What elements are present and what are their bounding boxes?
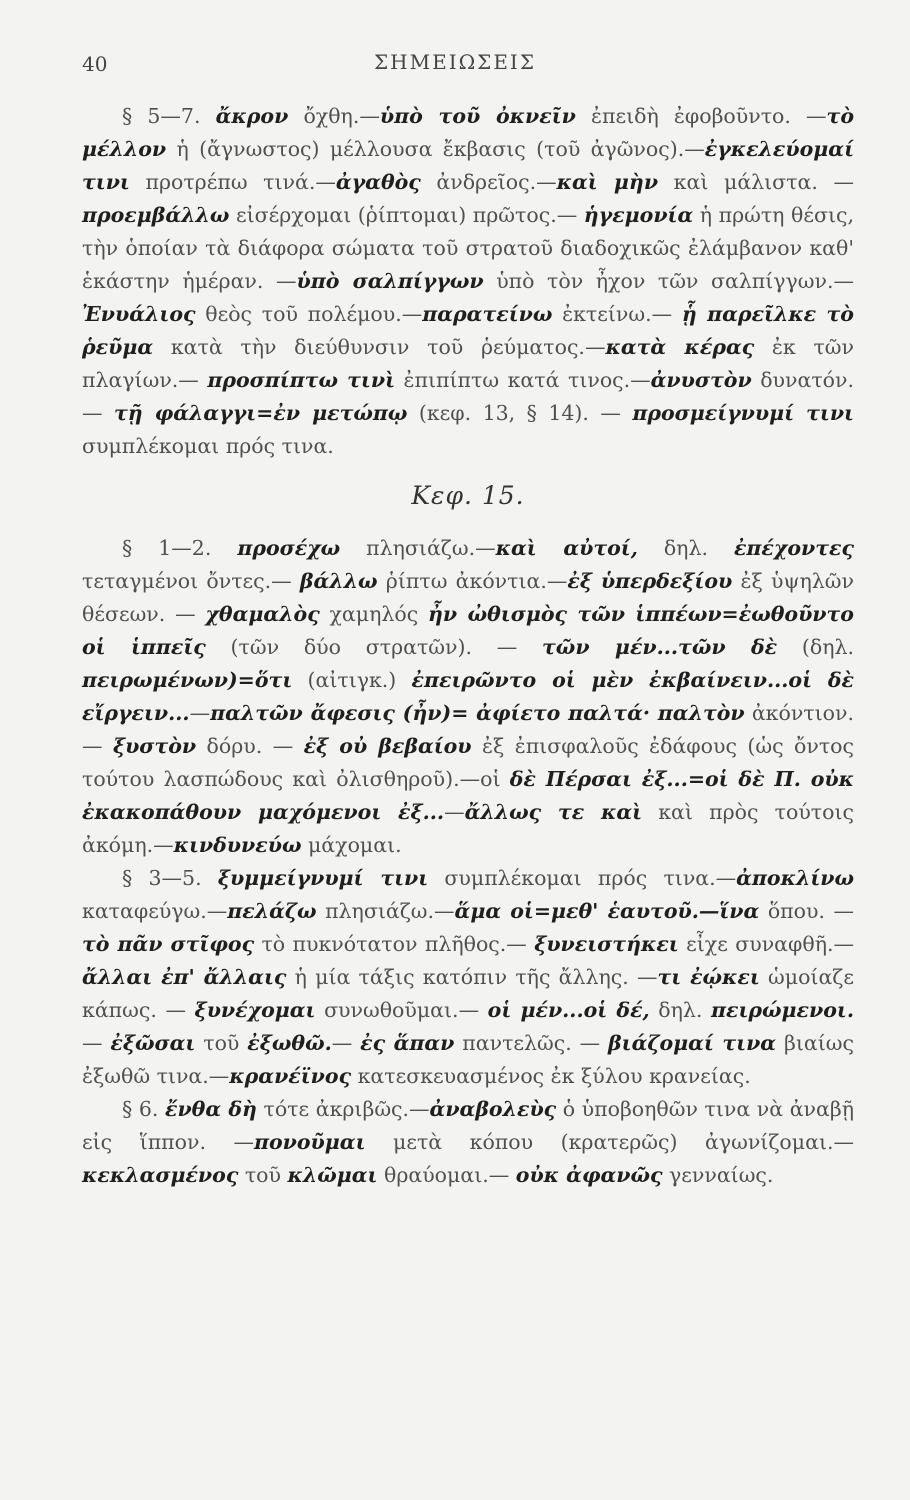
gloss-text: τότε ἀκριβῶς.— <box>256 1097 430 1121</box>
glossary-term: προεμβάλλω <box>82 203 230 227</box>
note-paragraph-3 <box>82 862 854 1093</box>
gloss-text: βιαίως ἐξωθῶ τινα.— <box>82 1031 854 1088</box>
gloss-text: τεταγμένοι ὄντες.— <box>82 569 300 593</box>
glossary-term: κρανέϊνος <box>229 1064 352 1088</box>
gloss-text: πλησιάζω.— <box>316 899 455 923</box>
glossary-term: τὸ μέλλον <box>82 104 855 161</box>
glossary-term: δὲ Πέρσαι ἐξ...=οἱ δὲ Π. οὐκ ἐκακοπάθουν μαχόμενοι ἐξ... <box>82 767 854 824</box>
glossary-term: ἐγκελεύομαί τινι <box>82 137 854 194</box>
gloss-text: γενναίως. <box>662 1163 774 1187</box>
glossary-term: ἀποκλίνω <box>736 866 855 890</box>
gloss-text: δηλ. <box>649 998 712 1022</box>
gloss-text: ἐξ ὑψηλῶν θέσεων. — <box>82 569 854 626</box>
gloss-text: κατὰ τὴν διεύθυνσιν τοῦ ῥεύματος.— <box>153 335 606 359</box>
gloss-text: μετὰ κόπου (κρατερῶς) ἀγωνίζομαι.— <box>365 1130 854 1154</box>
gloss-text: προτρέπω τινά.— <box>129 170 336 194</box>
glossary-term: ἄκρον <box>215 104 289 128</box>
glossary-term: ὑπὸ σαλπίγγων <box>296 269 484 293</box>
gloss-text: — <box>189 701 211 725</box>
glossary-term: καὶ αὐτοί, <box>495 536 638 560</box>
gloss-text: θεὸς τοῦ πολέμου.— <box>195 302 423 326</box>
gloss-text: δηλ. <box>637 536 734 560</box>
gloss-text: — <box>331 1031 361 1055</box>
gloss-text: τοῦ <box>238 1163 288 1187</box>
glossary-term: πελάζω <box>227 899 317 923</box>
gloss-text: χαμηλός <box>319 602 429 626</box>
gloss-text: ἡ μία τάξις κατόπιν τῆς ἄλλης. — <box>286 965 658 989</box>
gloss-text: ἐπειδὴ ἐφοβοῦντο. — <box>575 104 827 128</box>
glossary-term: πονοῦμαι <box>253 1130 366 1154</box>
glossary-term: βιάζομαί τινα <box>608 1031 777 1055</box>
glossary-term: κινδυνεύω <box>173 833 302 857</box>
chapter-heading: Κεφ. 15. <box>411 481 525 510</box>
glossary-term: βάλλω <box>299 569 378 593</box>
glossary-term: παλτῶν ἄφεσις (ἦν)= ἀφίετο παλτά· παλτὸν <box>210 701 745 725</box>
gloss-text: ῥίπτω ἀκόντια.— <box>377 569 568 593</box>
glossary-term: ξυνειστήκει <box>534 932 679 956</box>
gloss-text: δυνατόν.— <box>82 368 854 425</box>
gloss-text: εἶχε συναφθῆ.— <box>678 932 854 956</box>
gloss-text: ἐξ ἐπισφαλοῦς ἐδάφους (ὡς ὄντος τούτου λασπώδους καὶ ὀλισθηροῦ).—οἱ <box>82 734 854 791</box>
gloss-text: — <box>444 800 465 824</box>
glossary-term: προσμείγνυμί τινι <box>632 401 854 425</box>
gloss-text: § 6. <box>122 1097 165 1121</box>
gloss-text: ἡ πρώτη θέσις, τὴν ὁποίαν τὰ διάφορα σώματα τοῦ στρατοῦ διαδοχικῶς ἐλάμβανον καθ' ἑκάστην ἡμέραν. — <box>82 203 854 293</box>
gloss-text: ἐκτείνω.— <box>552 302 682 326</box>
running-title: ΣΗΜΕΙΩΣΕΙΣ <box>374 50 536 74</box>
note-paragraph-4 <box>82 1093 854 1192</box>
gloss-text: δόρυ. — <box>196 734 304 758</box>
gloss-text: τὸ πυκνότατον πλῆθος.— <box>254 932 535 956</box>
glossary-term: ἡγεμονία <box>583 203 694 227</box>
glossary-term: τῶν μέν...τῶν δὲ <box>542 635 778 659</box>
gloss-text: θραύομαι.— <box>377 1163 516 1187</box>
gloss-text: παντελῶς. — <box>454 1031 609 1055</box>
glossary-term: ἐξῶσαι <box>110 1031 196 1055</box>
gloss-text: ὁ ὑποβοηθῶν τινα νὰ ἀναβῇ εἰς ἵππον. — <box>82 1097 854 1154</box>
gloss-text: (δηλ. <box>777 635 854 659</box>
glossary-term: ᾗ παρεῖλκε τὸ ῥεῦμα <box>82 302 854 359</box>
glossary-term: πειρώμενοι. <box>711 998 854 1022</box>
glossary-term: ξυνέχομαι <box>194 998 316 1022</box>
gloss-text: (αἰτιγκ.) <box>292 668 412 692</box>
gloss-text: ἀκόντιον. — <box>82 701 854 758</box>
glossary-term: κλῶμαι <box>287 1163 378 1187</box>
glossary-term: οἱ μέν...οἱ δέ, <box>487 998 650 1022</box>
glossary-term: ἅμα οἱ=μεθ' ἑαυτοῦ.—ἵνα <box>454 899 760 923</box>
glossary-term: τῇ φάλαγγι=ἐν μετώπῳ <box>113 401 408 425</box>
glossary-term: ἀνυστὸν <box>650 368 752 392</box>
glossary-term: τὸ πᾶν στῖφος <box>82 932 255 956</box>
gloss-text: § 1—2. <box>122 536 238 560</box>
gloss-text: ἐπιπίπτω κατά τινος.— <box>395 368 651 392</box>
glossary-term: ἐς ἅπαν <box>360 1031 455 1055</box>
gloss-text: ἐκ τῶν πλαγίων.— <box>82 335 854 392</box>
note-paragraph-1 <box>82 100 854 463</box>
glossary-term: ἦν ὠθισμὸς τῶν ἱππέων=ἐωθοῦντο οἱ ἱππεῖς <box>82 602 854 659</box>
glossary-term: Ἐνυάλιος <box>82 302 196 326</box>
glossary-term: προσέχω <box>237 536 341 560</box>
glossary-term: κατὰ κέρας <box>605 335 755 359</box>
gloss-text: πλησιάζω.— <box>340 536 496 560</box>
glossary-term: οὐκ ἀφανῶς <box>515 1163 663 1187</box>
page-number: 40 <box>82 52 108 76</box>
gloss-text: (κεφ. 13, § 14). — <box>407 401 633 425</box>
notes-body <box>82 100 854 1192</box>
glossary-term: ἔνθα δὴ <box>164 1097 257 1121</box>
glossary-term: ἐξ οὐ βεβαίου <box>303 734 472 758</box>
glossary-term: ἐξ ὑπερδεξίου <box>567 569 733 593</box>
glossary-term: ἐπειρῶντο οἱ μὲν ἐκβαίνειν...οἱ δὲ εἴργειν... <box>82 668 854 725</box>
glossary-term: ξυμμείγνυμί τινι <box>217 866 429 890</box>
glossary-term: πειρωμένων)=ὅτι <box>82 668 293 692</box>
note-paragraph-2 <box>82 532 854 862</box>
gloss-text: εἰσέρχομαι (ῥίπτομαι) πρῶτος.— <box>229 203 584 227</box>
gloss-text: συμπλέκομαι πρός τινα. <box>82 434 334 458</box>
glossary-term: ἐξωθῶ. <box>247 1031 332 1055</box>
glossary-term: παρατείνω <box>422 302 553 326</box>
gloss-text: καταφεύγω.— <box>82 899 228 923</box>
gloss-text: συνωθοῦμαι.— <box>315 998 488 1022</box>
gloss-text: ὄχθη.— <box>288 104 380 128</box>
glossary-term: ἐπέχοντες <box>733 536 854 560</box>
gloss-text: § 5—7. <box>122 104 216 128</box>
glossary-term: ἄλλως τε καὶ <box>464 800 643 824</box>
gloss-text: κατεσκευασμένος ἐκ ξύλου κρανείας. <box>351 1064 751 1088</box>
glossary-term: καὶ μὴν <box>556 170 659 194</box>
glossary-term: κεκλασμένος <box>82 1163 239 1187</box>
gloss-text: (τῶν δύο στρατῶν). — <box>205 635 543 659</box>
gloss-text: μάχομαι. <box>301 833 402 857</box>
gloss-text: ὅπου. — <box>759 899 854 923</box>
glossary-term: ὑπὸ τοῦ ὀκνεῖν <box>379 104 576 128</box>
glossary-term: χθαμαλὸς <box>205 602 320 626</box>
gloss-text: καὶ πρὸς τούτοις ἀκόμη.— <box>82 800 854 857</box>
gloss-text: ἀνδρεῖος.— <box>420 170 557 194</box>
gloss-text: ὡμοίαζε κάπως. — <box>82 965 855 1022</box>
glossary-term: προσπίπτω τινὶ <box>207 368 395 392</box>
gloss-text: τοῦ <box>195 1031 248 1055</box>
glossary-term: ἀγαθὸς <box>335 170 421 194</box>
gloss-text: συμπλέκομαι πρός τινα.— <box>428 866 737 890</box>
glossary-term: ξυστὸν <box>112 734 197 758</box>
glossary-term: ἄλλαι ἐπ' ἄλλαις <box>82 965 287 989</box>
glossary-term: ἀναβολεὺς <box>429 1097 557 1121</box>
gloss-text: § 3—5. <box>122 866 218 890</box>
gloss-text: — <box>82 1031 111 1055</box>
gloss-text: ἡ (ἄγνωστος) μέλλουσα ἔκβασις (τοῦ ἀγῶνος).— <box>166 137 705 161</box>
gloss-text: καὶ μάλιστα. — <box>658 170 854 194</box>
gloss-text: ὑπὸ τὸν ἦχον τῶν σαλπίγγων.— <box>483 269 854 293</box>
glossary-term: τι ἐῴκει <box>657 965 760 989</box>
